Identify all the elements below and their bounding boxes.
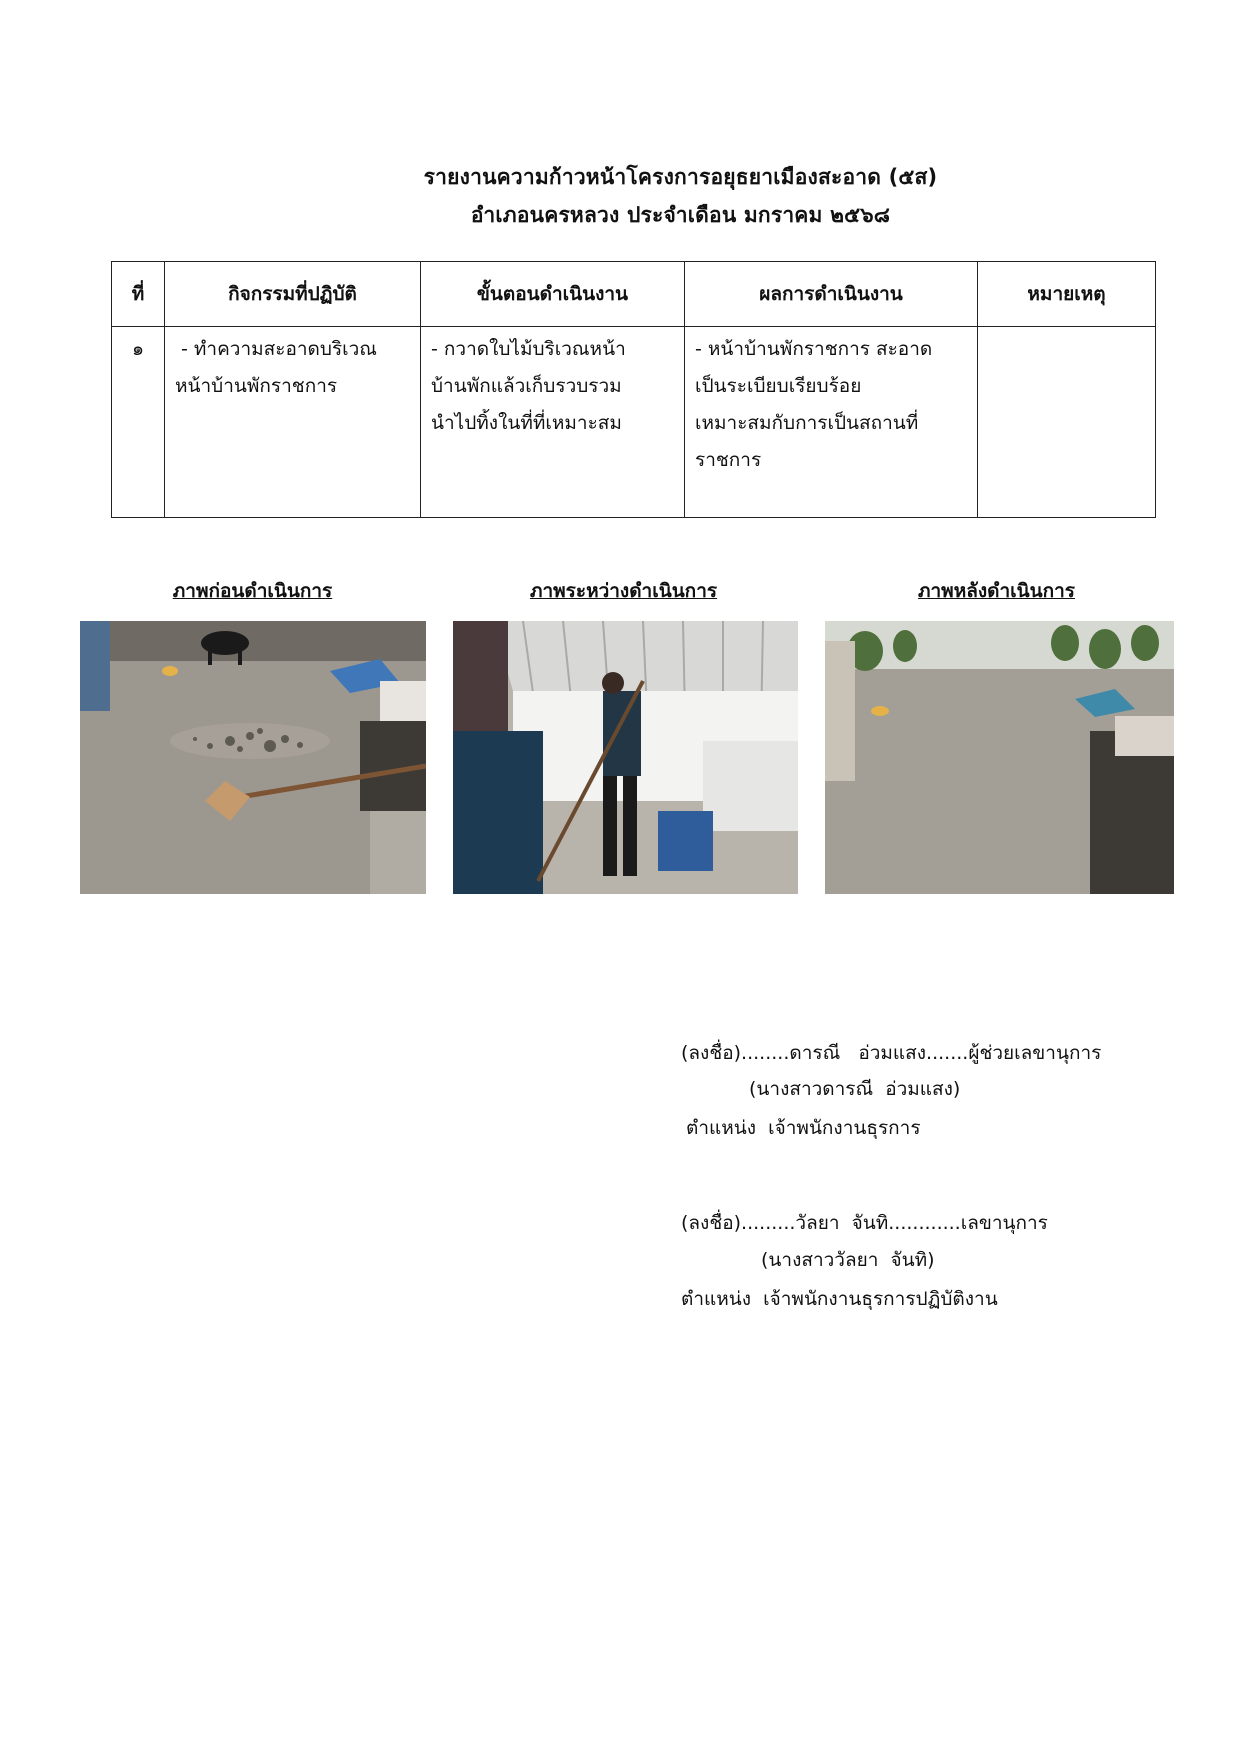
cell-result: - หน้าบ้านพักราชการ สะอาด เป็นระเบียบเรียบร้อย เหมาะสมกับการเป็นสถานที่ ราชการ [685,327,978,518]
signature-1-line: (ลงชื่อ)........ดารณี อ่วมแสง.......ผู้ช่วยเลขานุการ [681,1042,1102,1064]
during-photo-caption: ภาพระหว่างดำเนินการ [529,580,718,602]
progress-table [111,261,1156,518]
col-header-remark: หมายเหตุ [978,262,1156,327]
cell-procedure: - กวาดใบไม้บริเวณหน้า บ้านพักแล้วเก็บรวบรวม นำไปทิ้งในที่ที่เหมาะสม [421,327,685,518]
signature-2-name: (นางสาววัลยา จันทิ) [761,1249,935,1271]
before-photo-caption: ภาพก่อนดำเนินการ [172,580,333,602]
during-photo [453,621,798,894]
col-header-no: ที่ [112,262,165,327]
cell-activity: - ทำความสะอาดบริเวณ หน้าบ้านพักราชการ [165,327,421,518]
signature-1-name: (นางสาวดารณี อ่วมแสง) [749,1078,961,1100]
before-photo [80,621,426,894]
report-title: รายงานความก้าวหน้าโครงการอยุธยาเมืองสะอาด (๕ส) [423,165,938,189]
signature-2-position: ตำแหน่ง เจ้าพนักงานธุรการปฏิบัติงาน [681,1288,998,1310]
col-header-procedure: ขั้นตอนดำเนินงาน [421,262,685,327]
table-row [112,327,1156,518]
col-header-activity: กิจกรรมที่ปฏิบัติ [165,262,421,327]
table-header-row [112,262,1156,327]
cell-no: ๑ [112,327,165,518]
after-photo [825,621,1174,894]
col-header-result: ผลการดำเนินงาน [685,262,978,327]
signature-2-line: (ลงชื่อ).........วัลยา จันทิ............เลขานุการ [681,1212,1048,1234]
report-subtitle: อำเภอนครหลวง ประจำเดือน มกราคม ๒๕๖๘ [470,203,891,227]
after-photo-caption: ภาพหลังดำเนินการ [917,580,1076,602]
cell-remark [978,327,1156,518]
signature-1-position: ตำแหน่ง เจ้าพนักงานธุรการ [686,1117,921,1139]
